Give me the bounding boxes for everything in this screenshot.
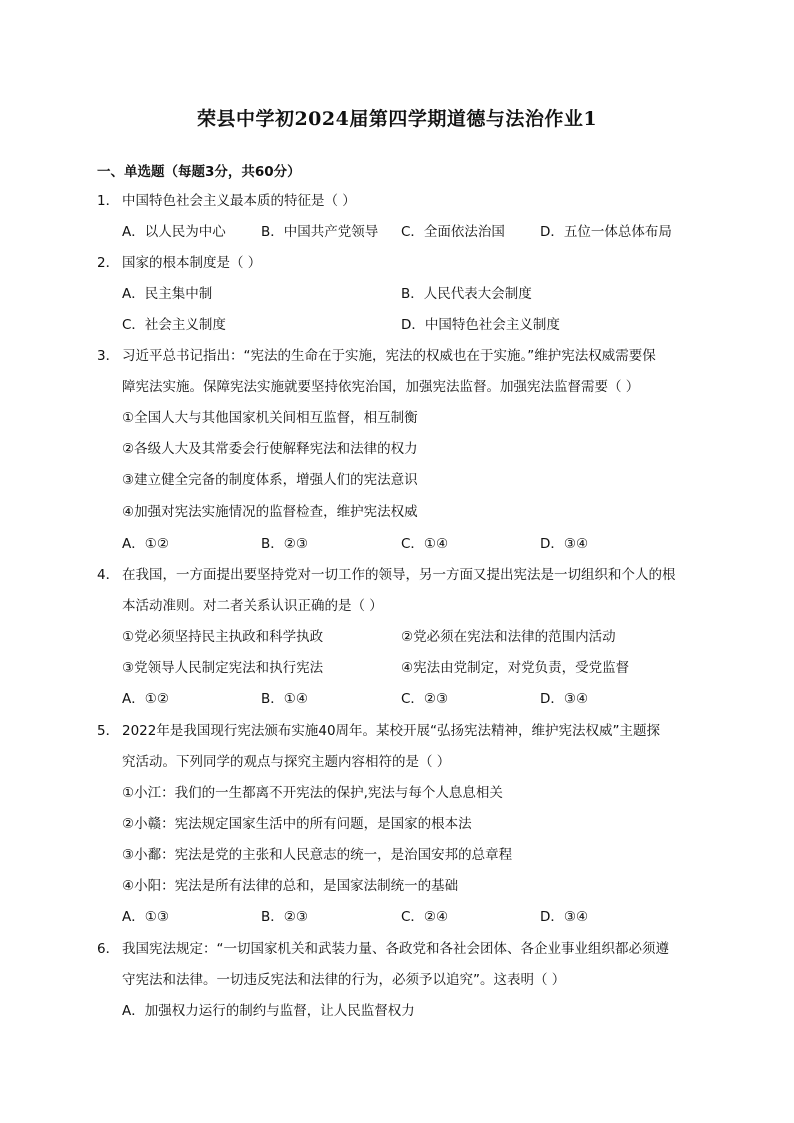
option-c: C．②③ (401, 691, 449, 707)
question-number: 5． (97, 723, 120, 739)
question-stem: 中国特色社会主义最本质的特征是（ ） (122, 193, 356, 209)
option-a: A．①③ (122, 909, 169, 925)
option-c: C．①④ (401, 536, 449, 552)
option-a: A．①② (122, 691, 169, 707)
statement-item: ①小江：我们的一生都离不开宪法的保护,宪法与每个人息息相关 (122, 785, 503, 801)
statement-item: ①全国人大与其他国家机关间相互监督，相互制衡 (122, 410, 418, 426)
option-a: A．加强权力运行的制约与监督，让人民监督权力 (122, 1003, 415, 1019)
option-d: D．③④ (540, 691, 589, 707)
option-c: C．全面依法治国 (401, 224, 505, 240)
statement-item: ④加强对宪法实施情况的监督检查，维护宪法权威 (122, 504, 418, 520)
statement-item: ④小阳：宪法是所有法律的总和，是国家法制统一的基础 (122, 878, 459, 894)
option-d: D．五位一体总体布局 (540, 224, 672, 240)
statement-item: ④宪法由党制定，对党负责，受党监督 (401, 660, 630, 676)
section-heading: 一、单选题（每题3分，共60分） (97, 164, 301, 180)
statement-item: ②党必须在宪法和法律的范围内活动 (401, 629, 616, 645)
question-number: 1． (97, 193, 120, 209)
option-c: C．社会主义制度 (122, 317, 226, 333)
statement-item: ①党必须坚持民主执政和科学执政 (122, 629, 324, 645)
statement-item: ②各级人大及其常委会行使解释宪法和法律的权力 (122, 441, 418, 457)
statement-item: ③党领导人民制定宪法和执行宪法 (122, 660, 324, 676)
question-stem: 国家的根本制度是（ ） (122, 255, 262, 271)
page-title: 荣县中学初2024届第四学期道德与法治作业1 (196, 108, 598, 130)
question-number: 3． (97, 348, 120, 364)
option-a: A．民主集中制 (122, 286, 213, 302)
question-stem: 本活动准则。对二者关系认识正确的是（ ） (122, 598, 383, 614)
option-d: D．③④ (540, 909, 589, 925)
statement-item: ③小鄱：宪法是党的主张和人民意志的统一，是治国安邦的总章程 (122, 847, 513, 863)
option-b: B．②③ (261, 536, 308, 552)
statement-item: ③建立健全完备的制度体系，增强人们的宪法意识 (122, 472, 418, 488)
question-number: 4． (97, 567, 120, 583)
option-d: D．中国特色社会主义制度 (401, 317, 560, 333)
option-b: B．①④ (261, 691, 308, 707)
question-number: 2． (97, 255, 120, 271)
question-stem: 习近平总书记指出：“宪法的生命在于实施，宪法的权威也在于实施。”维护宪法权威需要保 (122, 348, 656, 364)
option-b: B．②③ (261, 909, 308, 925)
option-b: B．人民代表大会制度 (401, 286, 532, 302)
question-number: 6． (97, 941, 120, 957)
question-stem: 守宪法和法律。一切违反宪法和法律的行为，必须予以追究”。这表明（ ） (122, 972, 566, 988)
question-stem: 在我国，一方面提出要坚持党对一切工作的领导，另一方面又提出宪法是一切组织和个人的根 (122, 567, 676, 583)
option-b: B．中国共产党领导 (261, 224, 379, 240)
question-stem: 障宪法实施。保障宪法实施就要坚持依宪治国，加强宪法监督。加强宪法监督需要（ ） (122, 379, 640, 395)
question-stem: 2022年是我国现行宪法颁布实施40周年。某校开展“弘扬宪法精神，维护宪法权威”主题探 (122, 723, 661, 739)
statement-item: ②小赣：宪法规定国家生活中的所有问题，是国家的根本法 (122, 816, 472, 832)
option-a: A．以人民为中心 (122, 224, 226, 240)
question-stem: 我国宪法规定：“一切国家机关和武装力量、各政党和各社会团体、各企业事业组织都必须遵 (122, 941, 669, 957)
option-a: A．①② (122, 536, 169, 552)
option-c: C．②④ (401, 909, 449, 925)
option-d: D．③④ (540, 536, 589, 552)
question-stem: 究活动。下列同学的观点与探究主题内容相符的是（ ） (122, 754, 451, 770)
